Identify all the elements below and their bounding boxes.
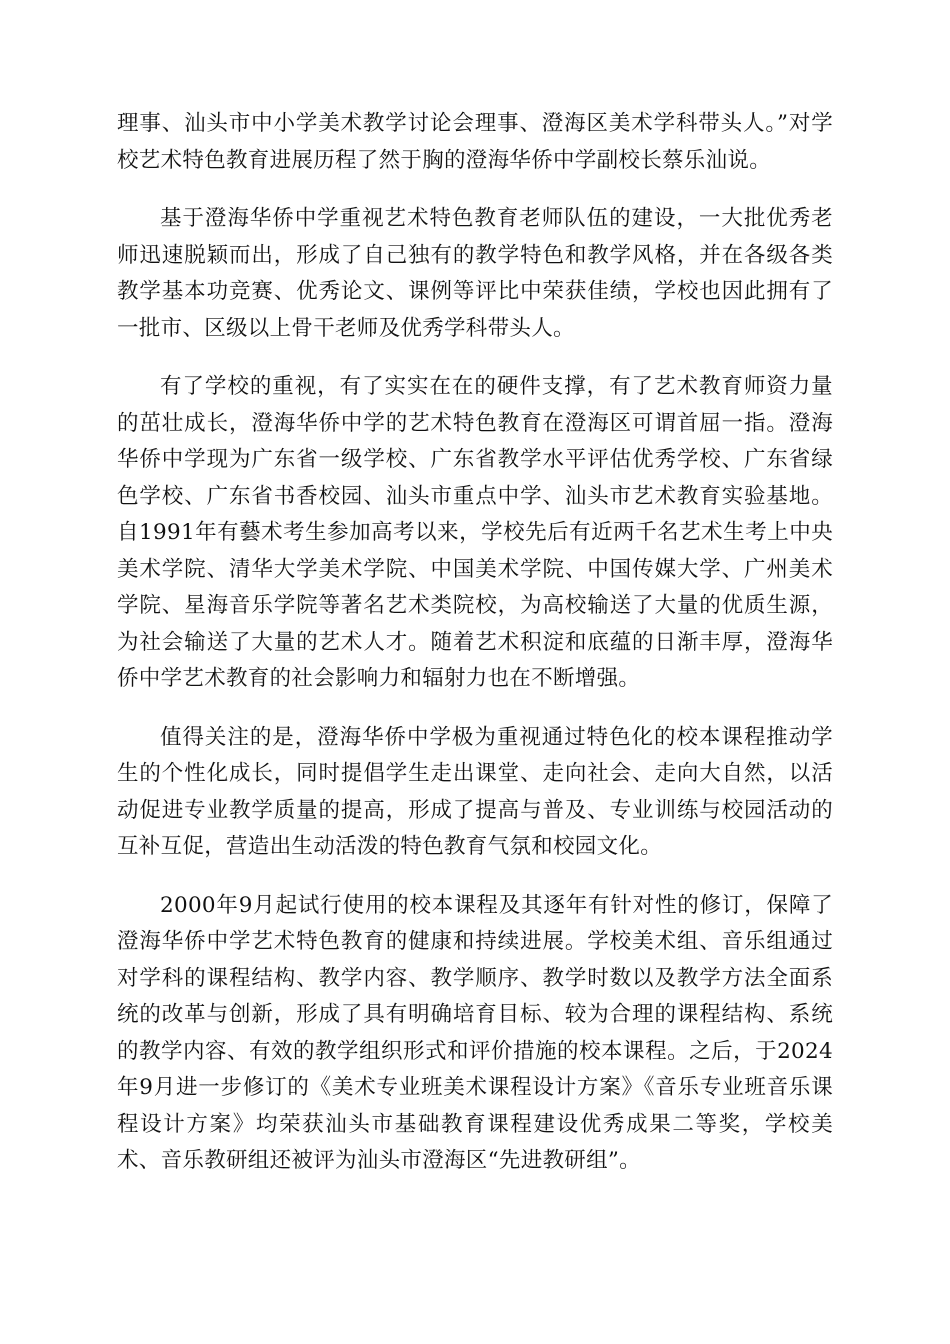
paragraph-school-curriculum-activities: 值得关注的是，澄海华侨中学极为重视通过特色化的校本课程推动学生的个性化成长，同时提倡学生走出课堂、走向社会、走向大自然，以活动促进专业教学质量的提高，形成了提高与普及、专业训练与校园活动的互补互促，营造出生动活泼的特色教育气氛和校园文化。 [117,724,833,859]
document-body [117,106,833,1202]
paragraph-continuation: 理事、汕头市中小学美术教学讨论会理事、澄海区美术学科带头人。”对学校艺术特色教育进展历程了然于胸的澄海华侨中学副校长蔡乐汕说。 [117,111,833,173]
paragraph-school-achievements: 有了学校的重视，有了实实在在的硬件支撑，有了艺术教育师资力量的茁壮成长，澄海华侨中学的艺术特色教育在澄海区可谓首屈一指。澄海华侨中学现为广东省一级学校、广东省教学水平评估优秀学校、广东省绿色学校、广东省书香校园、汕头市重点中学、汕头市艺术教育实验基地。自1991年有藝术考生参加高考以来，学校先后有近两千名艺术生考上中央美术学院、清华大学美术学院、中国美术学院、中国传媒大学、广州美术学院、星海音乐学院等著名艺术类院校，为高校输送了大量的优质生源，为社会输送了大量的艺术人才。随着艺术积淀和底蕴的日渐丰厚，澄海华侨中学艺术教育的社会影响力和辐射力也在不断增强。 [117,374,833,691]
paragraph-curriculum-revision: 2000年9月起试行使用的校本课程及其逐年有针对性的修订，保障了澄海华侨中学艺术特色教育的健康和持续进展。学校美术组、音乐组通过对学科的课程结构、教学内容、教学顺序、教学时数以及教学方法全面系统的改革与创新，形成了具有明确培育目标、较为合理的课程结构、系统的教学内容、有效的教学组织形式和评价措施的校本课程。之后，于2024年9月进一步修订的《美术专业班美术课程设计方案》《音乐专业班音乐课程设计方案》均荣获汕头市基础教育课程建设优秀成果二等奖，学校美术、音乐教研组还被评为汕头市澄海区“先进教研组”。 [117,892,833,1173]
paragraph-teacher-team: 基于澄海华侨中学重视艺术特色教育老师队伍的建设，一大批优秀老师迅速脱颖而出，形成了自己独有的教学特色和教学风格，并在各级各类教学基本功竞赛、优秀论文、课例等评比中荣获佳绩，学校也因此拥有了一批市、区级以上骨干老师及优秀学科带头人。 [117,206,833,341]
